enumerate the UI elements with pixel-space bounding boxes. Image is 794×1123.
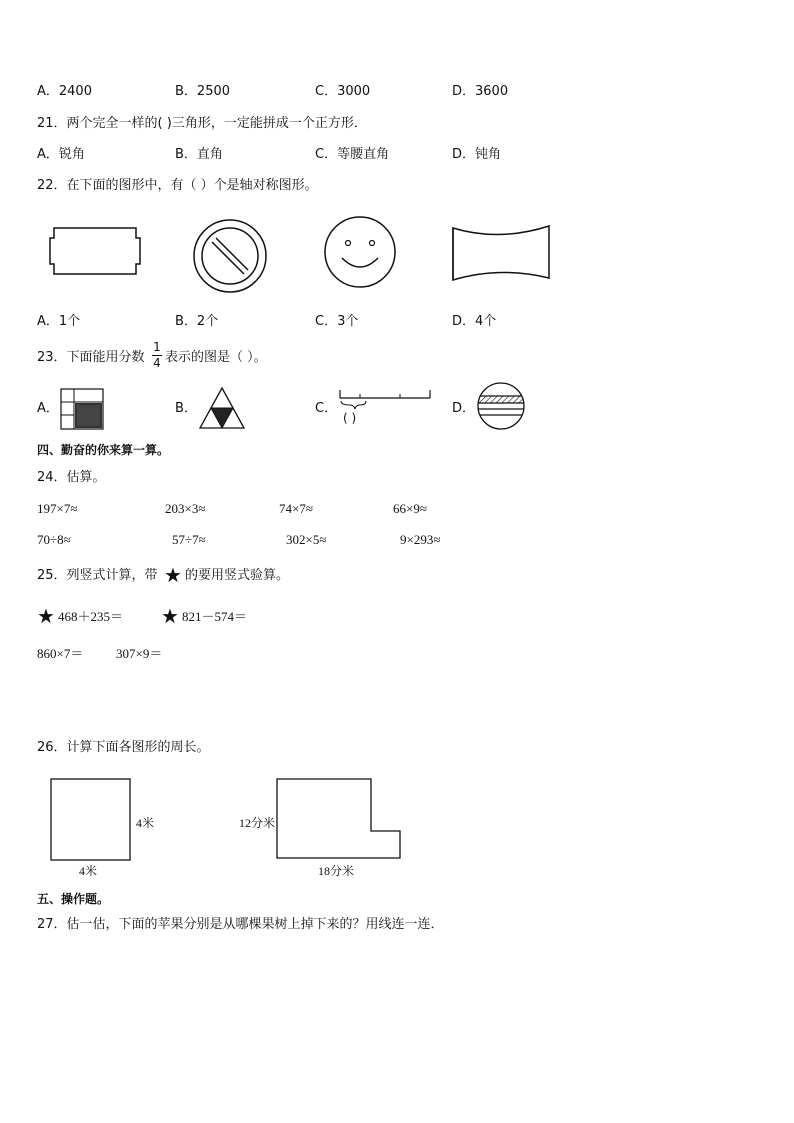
- q25-stem-after: 的要用竖式验算。: [185, 568, 290, 583]
- q23-fraction: [152, 341, 162, 369]
- q22-option-b: B．2个: [175, 314, 219, 329]
- q24-item: 74×7≈: [279, 501, 313, 516]
- q20-option-b: B．2500: [175, 84, 231, 99]
- q26-square-side-label: 4米: [136, 816, 155, 830]
- q23-fraction-numerator: 1: [153, 340, 161, 354]
- q22-figure-smiley-face: [324, 216, 398, 290]
- q24-item: 57÷7≈: [172, 532, 206, 547]
- q24-item: 9×293≈: [400, 532, 441, 547]
- q22-option-a: A．1个: [37, 314, 81, 329]
- q25-expression: 307×9＝: [116, 646, 163, 661]
- q24-item: 66×9≈: [393, 501, 427, 516]
- q22-stem: 22．在下面的图形中，有（ ）个是轴对称图形。: [37, 178, 318, 193]
- q21-option-a: A．锐角: [37, 147, 85, 162]
- section-4-title: 四、勤奋的你来算一算。: [37, 443, 170, 457]
- q24-item: 302×5≈: [286, 532, 327, 547]
- q20-option-a: A．2400: [37, 84, 92, 99]
- q21-option-b: B．直角: [175, 147, 223, 162]
- section-5-title: 五、操作题。: [37, 892, 110, 906]
- q26-figure-square: [50, 778, 132, 862]
- q23-fraction-denominator: 4: [153, 355, 161, 370]
- q21-option-c: C．等腰直角: [315, 147, 390, 162]
- q22-figure-wavy-banner: [449, 222, 553, 284]
- q24-item: 203×3≈: [165, 501, 206, 516]
- q23-label-d: D．: [452, 401, 476, 416]
- q20-option-c: C．3000: [315, 84, 371, 99]
- q25-expression: 860×7＝: [37, 646, 84, 661]
- star-icon: ★: [164, 563, 182, 587]
- q23-label-a: A．: [37, 401, 59, 416]
- q23-stem-before: 23．下面能用分数: [37, 350, 145, 365]
- q23-stem-after: 表示的图是（ ）。: [165, 350, 267, 365]
- q25-stem-before: 25．列竖式计算，带: [37, 568, 158, 583]
- q23-figure-a-grid: [60, 388, 106, 430]
- q25-star-expression: 468＋235＝: [58, 609, 124, 624]
- star-icon: ★: [161, 604, 179, 628]
- q22-option-d: D．4个: [452, 314, 497, 329]
- q22-option-c: C．3个: [315, 314, 359, 329]
- q23-figure-c-paren: ( ): [343, 411, 357, 425]
- q23-figure-b-triangle: [198, 386, 246, 430]
- q24-item: 197×7≈: [37, 501, 78, 516]
- q25-star-expression: 821－574＝: [182, 609, 248, 624]
- q23-figure-d-circle: [477, 382, 527, 432]
- star-icon: ★: [37, 604, 55, 628]
- q22-figure-no-entry-sign: [192, 218, 270, 296]
- q24-stem: 24．估算。: [37, 470, 106, 485]
- q27-stem: 27．估一估，下面的苹果分别是从哪棵果树上掉下来的？用线连一连．: [37, 917, 444, 932]
- q21-option-d: D．钝角: [452, 147, 502, 162]
- q23-label-b: B．: [175, 401, 197, 416]
- q26-shape-height-label: 12分米: [239, 816, 276, 830]
- q26-stem: 26．计算下面各图形的周长。: [37, 740, 210, 755]
- q26-shape-width-label: 18分米: [318, 864, 355, 878]
- q26-square-bottom-label: 4米: [79, 864, 98, 878]
- q22-figure-cross-shape: [48, 222, 144, 278]
- q24-item: 70÷8≈: [37, 532, 71, 547]
- q21-stem: 21．两个完全一样的( )三角形，一定能拼成一个正方形．: [37, 116, 367, 131]
- q23-label-c: C．: [315, 401, 338, 416]
- q26-figure-composite-shape: [275, 777, 403, 861]
- q20-option-d: D．3600: [452, 84, 509, 99]
